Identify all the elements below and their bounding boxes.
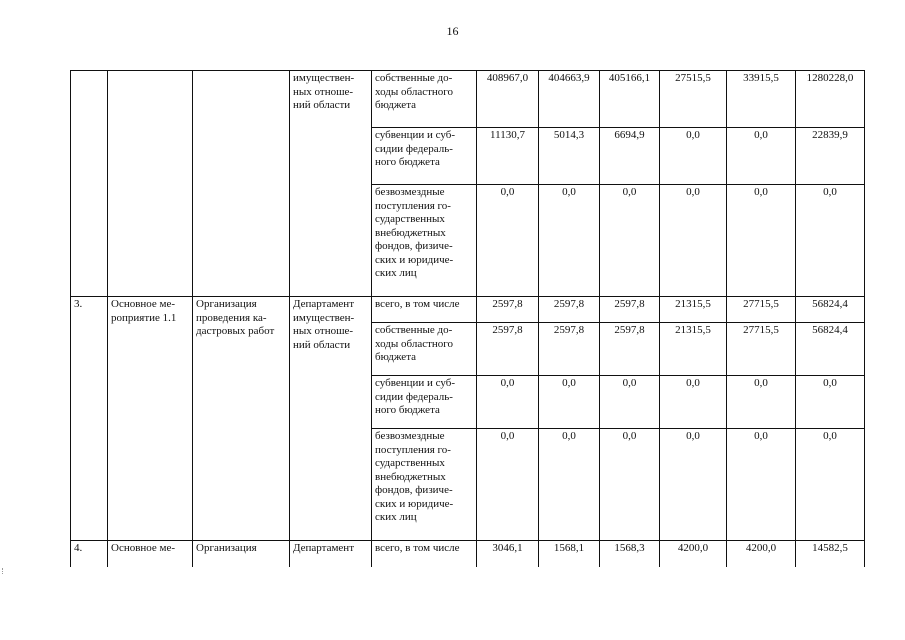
amount-cell: 4200,0 — [727, 541, 796, 567]
page-number: 16 — [446, 24, 459, 38]
amount-cell: 27715,5 — [727, 297, 796, 323]
funding-source-cell: субвенции и суб-сидии федераль-ного бюджета — [372, 376, 477, 429]
activity-cell: Организация — [193, 541, 290, 567]
amount-cell: 0,0 — [477, 429, 539, 541]
activity-cell: Организация проведения ка-дастровых работ — [193, 297, 290, 541]
amount-cell: 0,0 — [727, 185, 796, 297]
amount-cell: 0,0 — [539, 429, 600, 541]
amount-cell: 0,0 — [477, 185, 539, 297]
amount-cell: 2597,8 — [477, 297, 539, 323]
amount-cell: 405166,1 — [600, 71, 660, 128]
amount-cell: 33915,5 — [727, 71, 796, 128]
amount-cell: 0,0 — [539, 376, 600, 429]
amount-cell: 0,0 — [796, 376, 865, 429]
event-name-cell: Основное ме-роприятие 1.1 — [108, 297, 193, 541]
activity-cell — [193, 71, 290, 297]
amount-cell: 2597,8 — [600, 297, 660, 323]
amount-cell: 0,0 — [660, 429, 727, 541]
funding-source-cell: собственные до-ходы областного бюджета — [372, 323, 477, 376]
amount-cell: 6694,9 — [600, 128, 660, 185]
amount-cell: 22839,9 — [796, 128, 865, 185]
amount-cell: 0,0 — [660, 128, 727, 185]
amount-cell: 404663,9 — [539, 71, 600, 128]
budget-table — [70, 70, 865, 567]
executor-cell: имуществен-ных отноше-ний области — [290, 71, 372, 297]
executor-cell: Департамент — [290, 541, 372, 567]
amount-cell: 0,0 — [796, 185, 865, 297]
amount-cell: 2597,8 — [477, 323, 539, 376]
amount-cell: 0,0 — [660, 376, 727, 429]
table-row — [71, 297, 865, 323]
amount-cell: 0,0 — [600, 429, 660, 541]
row-number-cell: 3. — [71, 297, 108, 541]
funding-source-cell: субвенции и суб-сидии федераль-ного бюджета — [372, 128, 477, 185]
funding-source-cell: безвозмездные поступления го-сударственных внебюджетных фондов, физиче-ских и юридиче-ских лиц — [372, 429, 477, 541]
amount-cell: 0,0 — [539, 185, 600, 297]
scan-edge-mark — [2, 568, 5, 574]
funding-source-cell: безвозмездные поступления го-сударственных внебюджетных фондов, физиче-ских и юридиче-ских лиц — [372, 185, 477, 297]
row-number-cell — [71, 71, 108, 297]
funding-source-cell: собственные до-ходы областного бюджета — [372, 71, 477, 128]
amount-cell: 0,0 — [727, 429, 796, 541]
amount-cell: 21315,5 — [660, 323, 727, 376]
funding-source-cell: всего, в том числе — [372, 297, 477, 323]
amount-cell: 0,0 — [600, 185, 660, 297]
amount-cell: 5014,3 — [539, 128, 600, 185]
event-name-cell: Основное ме- — [108, 541, 193, 567]
amount-cell: 27515,5 — [660, 71, 727, 128]
amount-cell: 2597,8 — [539, 323, 600, 376]
table-body — [71, 71, 865, 567]
amount-cell: 408967,0 — [477, 71, 539, 128]
amount-cell: 1568,1 — [539, 541, 600, 567]
amount-cell: 0,0 — [727, 376, 796, 429]
amount-cell: 11130,7 — [477, 128, 539, 185]
funding-source-cell: всего, в том числе — [372, 541, 477, 567]
amount-cell: 56824,4 — [796, 323, 865, 376]
amount-cell: 4200,0 — [660, 541, 727, 567]
amount-cell: 0,0 — [660, 185, 727, 297]
amount-cell: 21315,5 — [660, 297, 727, 323]
amount-cell: 14582,5 — [796, 541, 865, 567]
amount-cell: 56824,4 — [796, 297, 865, 323]
amount-cell: 1280228,0 — [796, 71, 865, 128]
amount-cell: 27715,5 — [727, 323, 796, 376]
amount-cell: 1568,3 — [600, 541, 660, 567]
table-row — [71, 541, 865, 567]
amount-cell: 0,0 — [796, 429, 865, 541]
amount-cell: 2597,8 — [539, 297, 600, 323]
amount-cell: 0,0 — [727, 128, 796, 185]
amount-cell: 3046,1 — [477, 541, 539, 567]
amount-cell: 0,0 — [477, 376, 539, 429]
event-name-cell — [108, 71, 193, 297]
amount-cell: 0,0 — [600, 376, 660, 429]
executor-cell: Департамент имуществен-ных отноше-ний области — [290, 297, 372, 541]
row-number-cell: 4. — [71, 541, 108, 567]
table-row — [71, 71, 865, 128]
amount-cell: 2597,8 — [600, 323, 660, 376]
